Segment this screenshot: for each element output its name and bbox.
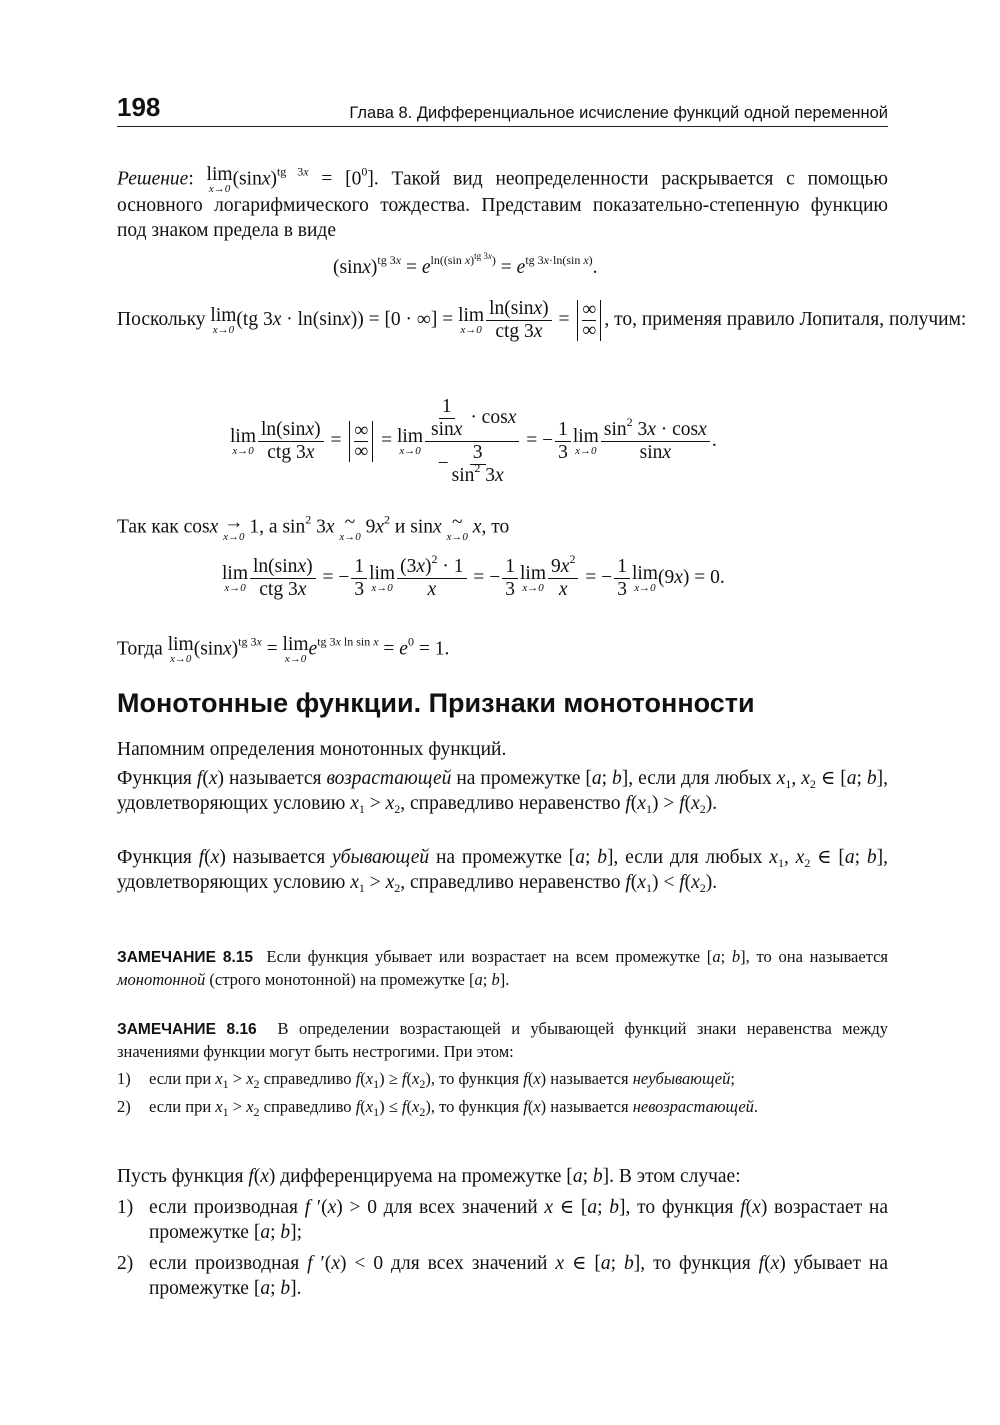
equivalents-line: Так как cosx → x→0 1, a $\sin^2 3x$ ~ x→0 $9x^2$ и sinx ~ x→0 x, то [117,512,510,543]
criteria-intro: Пусть функция f(x) дифференцируема на промежутке [a; b]. В этом случае: [117,1166,741,1187]
section-title: Монотонные функции. Признаки монотонности [117,688,755,718]
since-line: Поскольку lim x→0 (tg 3x · ln(sinx)) = [0 · ∞] = lim x→0 $\frac{\ln(\sin x)}{\text{ctg 3x}}$ = ∞ ∞ , то, применяя правило Лопиталя, получим: [117,298,967,342]
solution-intro-text: Такой вид неопределенности раскрывается с помощью основного логарифмического тождества. Представим показательно-степенную функцию под знаком предела в виде [117,168,888,241]
note-8-15: ЗАМЕЧАНИЕ 8.15 Если функция убывает или возрастает на всем промежутке [a; b], то она называется монотонной (строго монотонной) на промежутке [a; b]. [117,947,888,989]
note-8-16: ЗАМЕЧАНИЕ 8.16 В определении возрастающей и убывающей функций знаки неравенства между значениями функции могут быть нестрогими. При этом: [117,1019,888,1061]
chapter-title: Глава 8. Дифференциальное исчисление функций одной переменной [349,104,888,122]
term-increasing: возрастающей [326,768,452,789]
page-number: 198 [117,92,161,122]
formula-exp-identity: $(\sin x)^{tg 3x} = e^{ln((sin x)^{tg 3x})} = e^{tg 3x\cdot ln(sin x)}$. [333,251,598,278]
since-word: Поскольку [117,308,206,330]
since-tail: , то, применяя правило Лопиталя, получим: [604,308,967,330]
section-intro: Напомним определения монотонных функций. [117,739,507,760]
note-8-15-label: ЗАМЕЧАНИЕ 8.15 [117,949,254,966]
limit-expr: lim x→0 [206,164,233,195]
term-nonincreasing: невозрастающей [632,1097,754,1116]
solution-label: Решение [117,168,189,190]
formula-lhopital: lim x→0 $\frac{\ln(\sin x)}{\text{ctg 3x}}$ = ∞ ∞ = lim x→0 $\frac{1}{\sin x}$ · cosx − $\frac{3}{\sin^2 3x}$ = − $\frac{1}{3}$ lim x→0 $\frac{\sin^2 3x \cdot \cos x}{\sin x}$ . [230,396,717,486]
final-result-line: Тогда lim x→0 $(\sin x)^{tg 3x}$ = lim x→0 $e^{tg 3x ln sin x} = e^0 = 1$. [117,634,450,665]
definition-decreasing: Функция f(x) называется убывающей на промежутке [a; b], если для любых $x_1$, $x_2$ ∈ [a; b], удовлетворяющих условию $x_1 > x_2$, справедливо неравенство $f(x_1) < f(x_2)$. [117,847,889,895]
term-decreasing: убывающей [332,847,430,868]
term-nondecreasing: неубывающей [632,1069,731,1088]
document-page: 198 Глава 8. Дифференциальное исчисление функций одной переменной Решение: lim x→0 $(\sin x)^{tg 3x} = [0^0]$. Такой вид неопределенности раскрывается с помощью основного логарифмического тождества. Представим показательно-степенную функцию под знаком предела в виде $(\sin x)^{tg 3x} = e^{ln((sin x)^{tg 3x})} = e^{tg 3x\cdot ln(sin x)}$. Поскольку lim x→0 (tg 3x · ln(sinx)) = [0 · ∞] = lim x→0 $\frac{\ln(\sin x)}{\text{ctg 3x}}$ = ∞ ∞ , то, применяя правило Лопиталя, получим: lim x→0 $\frac{\ln(\sin x)}{\text{ctg 3x}}$ = ∞ ∞ = lim x→0 $\frac{1}{\sin x}$ · cosx − $\frac{3}{\sin^2 3x}$ = − $\frac{1}{3}$ lim x→0 $\frac{\sin^2 3x \cdot \cos x}{\sin x}$ . Так как cosx → x→0 1, a $\sin^2 3x$ ~ x→0 $9x^2$ и sinx ~ x→0 x, то lim x→0 $\frac{\ln(\sin x)}{\text{ctg 3x}}$ = − $\frac{1}{3}$ lim x→0 $\frac{(3x)^2 \cdot 1}{x}$ = − $\frac{1}{3}$ lim x→0 $\frac{9x^2}{x}$ = − $\frac{1}{3}$ lim x→0 (9x) = 0. Тогда lim x→0 $(\sin x)^{tg 3x}$ = lim x→0 $e^{tg 3x ln sin x} = e^0 = 1$. Монотонные функции. Признаки монотонности Напомним определения монотонных функций. Функция f(x) называется возрастающей на промежутке [a; b], если для любых $x_1$, $x_2$ ∈ [a; b], удовлетворяющих условию $x_1 > x_2$, справедливо неравенство $f(x_1) > f(x_2)$. Функция f(x) называется убывающей на промежутке [a; b], если для любых $x_1$, $x_2$ ∈ [a; b], удовлетворяющих условию $x_1 > x_2$, справедливо неравенство $f(x_1) < f(x_2)$. ЗАМЕЧАНИЕ 8.15 Если функция убывает или возрастает на всем промежутке [a; b], то она называется монотонной (строго монотонной) на промежутке [a; b]. ЗАМЕЧАНИЕ 8.16 В определении возрастающей и убывающей функций знаки неравенства между значениями функции могут быть нестрогими. При этом: 1) если при $x_1 > x_2$ справедливо $f(x_1) \ge f(x_2)$, то функция f(x) называется неубывающей; 2) если при $x_1 > x_2$ справедливо $f(x_1) \le f(x_2)$, то функция f(x) называется невозрастающей. Пусть функция f(x) дифференцируема на промежутке [a; b]. В этом случае: 1) если производная f ′(x) > 0 для всех значений x ∈ [a; b], то функция f(x) возрастает на промежутке [a; b]; 2) если производная f ′(x) < 0 для всех значений x ∈ [a; b], то функция f(x) убывает на промежутке [a; b]. [117,92,967,1299]
definition-increasing: Функция f(x) называется возрастающей на промежутке [a; b], если для любых $x_1$, $x_2$ ∈ [a; b], удовлетворяющих условию $x_1 > x_2$, справедливо неравенство $f(x_1) > f(x_2)$. [117,768,889,816]
note-8-16-label: ЗАМЕЧАНИЕ 8.16 [117,1021,257,1038]
formula-equivalent-limit: lim x→0 $\frac{\ln(\sin x)}{\text{ctg 3x}}$ = − $\frac{1}{3}$ lim x→0 $\frac{(3x)^2 \cdot 1}{x}$ = − $\frac{1}{3}$ lim x→0 $\frac{9x^2}{x}$ = − $\frac{1}{3}$ lim x→0 (9x) = 0. [222,552,725,600]
solution-intro: Решение: lim x→0 $(\sin x)^{tg 3x} = [0^0]$. Такой вид неопределенности раскрывается с помощью основного логарифмического тождества. Представим показательно-степенную функцию под знаком предела в виде [117,164,888,241]
header-rule [117,126,888,127]
term-monotonic: монотонной [117,970,206,989]
